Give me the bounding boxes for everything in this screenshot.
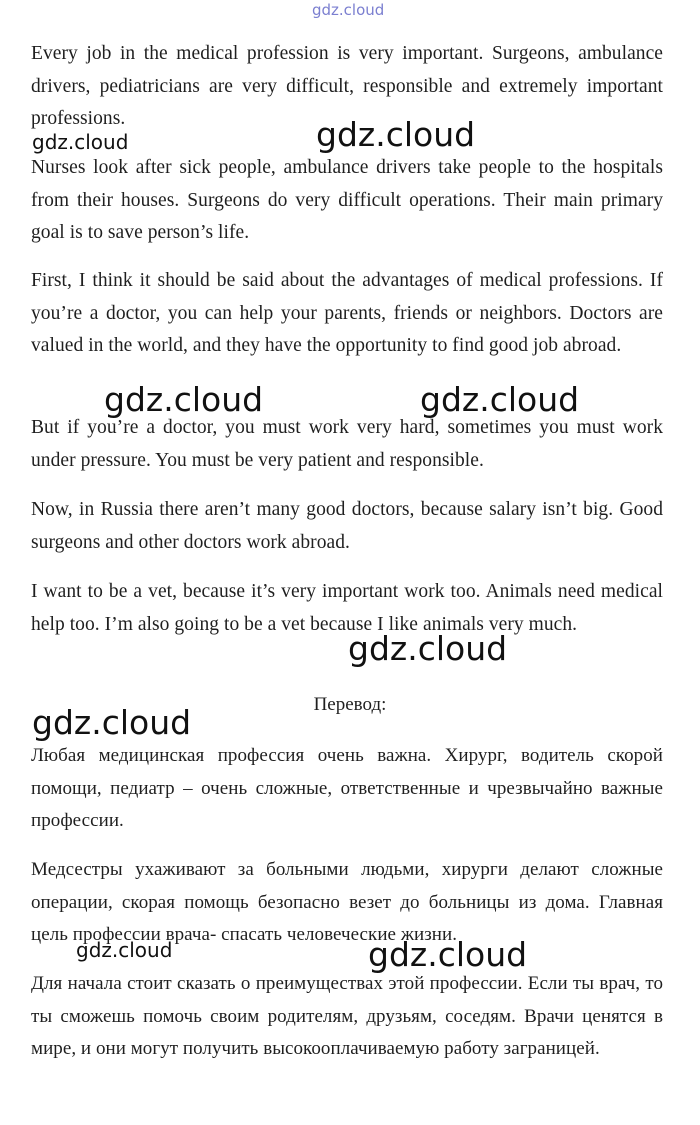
watermark: gdz.cloud (316, 115, 476, 154)
watermark: gdz.cloud (348, 629, 508, 668)
watermark: gdz.cloud (76, 938, 173, 962)
paragraph-3: First, I think it should be said about the advantages of medical professions. If you’re a doctor, you can help your parents, friends or neighbors. Doctors are valued in the world, and they have the opportunity to find good job abroad. (31, 270, 663, 356)
paragraph-1: Every job in the medical profession is very important. Surgeons, ambulance drivers, pediatricians are very difficult, responsible and extremely important professions. (31, 43, 663, 129)
paragraph-5: Now, in Russia there aren’t many good doctors, because salary isn’t big. Good surgeons and other doctors work abroad. (31, 499, 663, 553)
paragraph-2: Nurses look after sick people, ambulance drivers take people to the hospitals from their houses. Surgeons do very difficult operations. Their main primary goal is to save person’s life. (31, 157, 663, 243)
watermark: gdz.cloud (32, 703, 192, 742)
watermark-top: gdz.cloud (312, 1, 385, 19)
translation-heading: Перевод: (313, 694, 387, 715)
translation-paragraph-2: Медсестры ухаживают за больными людьми, хирурги делают сложные операции, скорая помощь безопасно везет до больницы из дома. Главная цель профессии врача- спасать человеческие жизни. (31, 859, 663, 945)
watermark: gdz.cloud (368, 935, 528, 974)
watermark: gdz.cloud (104, 380, 264, 419)
watermark: gdz.cloud (420, 380, 580, 419)
translation-paragraph-3: Для начала стоит сказать о преимуществах этой профессии. Если ты врач, то ты сможешь помочь своим родителям, друзьям, соседям. Врачи ценятся в мире, и они могут получить высокооплачиваемую работу заграницей. (31, 973, 663, 1059)
paragraph-6: I want to be a vet, because it’s very important work too. Animals need medical help too. I’m also going to be a vet because I like animals very much. (31, 581, 663, 635)
watermark: gdz.cloud (32, 130, 129, 154)
translation-paragraph-1: Любая медицинская профессия очень важна. Хирург, водитель скорой помощи, педиатр – очень сложные, ответственные и чрезвычайно важные профессии. (31, 745, 663, 831)
paragraph-4: But if you’re a doctor, you must work very hard, sometimes you must work under pressure. You must be very patient and responsible. (31, 417, 663, 471)
